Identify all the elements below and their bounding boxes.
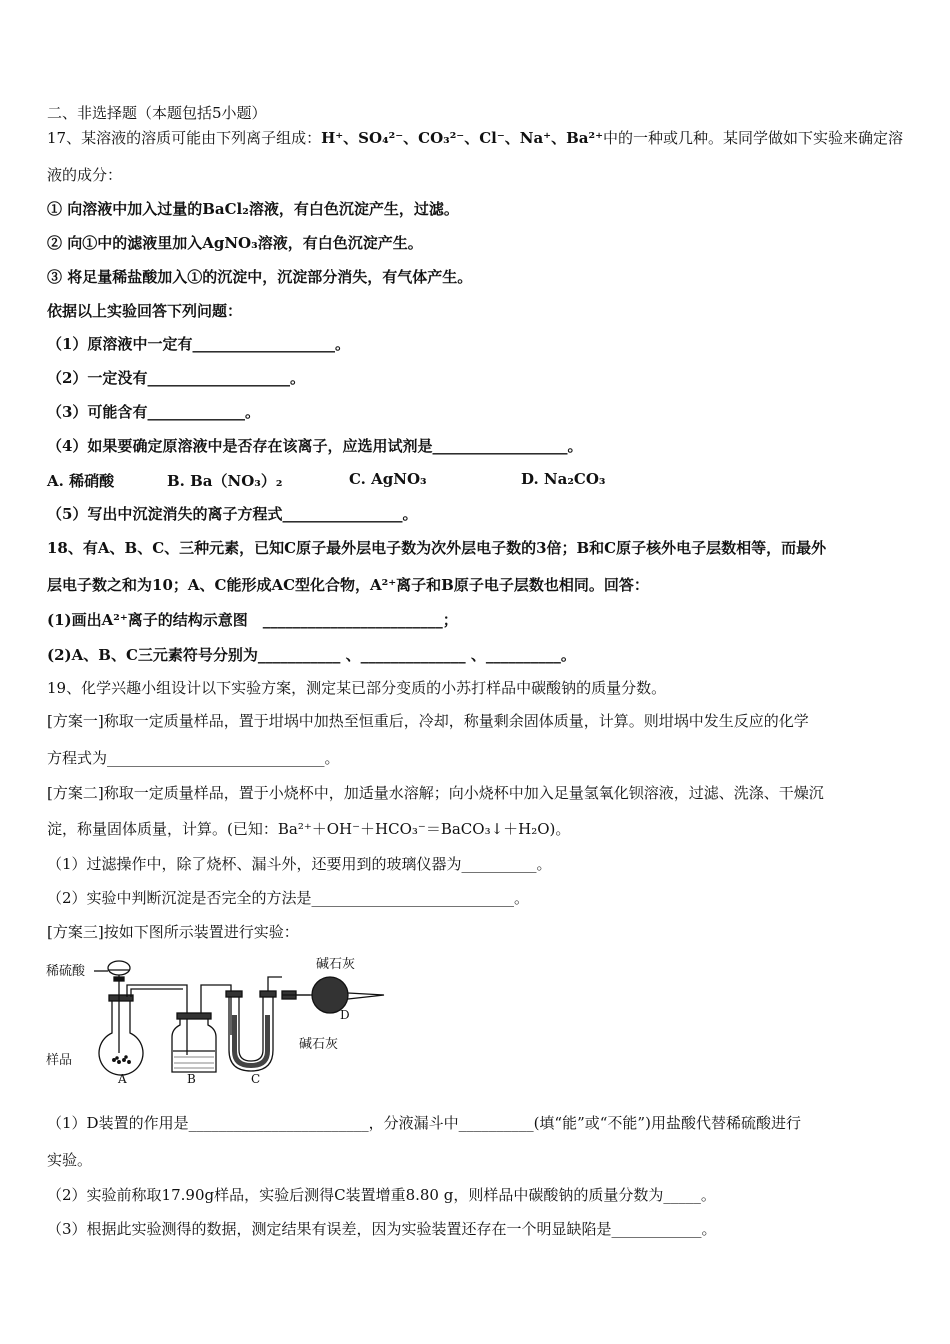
q17-part4: （4）如果要确定原溶液中是否存在该离子，应选用试剂是__________________。 bbox=[47, 437, 583, 455]
q19-line1: 19、化学兴趣小组设计以下实验方案，测定某已部分变质的小苏打样品中碳酸钠的质量分数。 bbox=[47, 679, 667, 697]
q19-plan1-b: 方程式为_____________________________。 bbox=[47, 749, 340, 767]
q18-line1: 18、有A、B、C、三种元素，已知C原子最外层电子数为次外层电子数的3倍；B和C原子核外电子层数相等，而最外 bbox=[47, 539, 827, 557]
q17-stem-a: 17、某溶液的溶质可能由下列离子组成： bbox=[47, 129, 322, 147]
q17-option-d: D. Na₂CO₃ bbox=[521, 470, 606, 488]
label-a: A bbox=[118, 1072, 127, 1086]
label-c: C bbox=[251, 1072, 261, 1086]
q19-plan3-q3: （3）根据此实验测得的数据，测定结果有误差，因为实验装置还存在一个明显缺陷是____________。 bbox=[47, 1220, 717, 1238]
q17-option-b: B. Ba（NO₃）₂ bbox=[167, 472, 283, 490]
q19-plan1-a: [方案一]称取一定质量样品，置于坩埚中加热至恒重后，冷却，称量剩余固体质量，计算。则坩埚中发生反应的化学 bbox=[47, 712, 809, 730]
q17-step1: ① 向溶液中加入过量的BaCl₂溶液，有白色沉淀产生，过滤。 bbox=[47, 200, 459, 218]
q17-step3: ③ 将足量稀盐酸加入①的沉淀中，沉淀部分消失，有气体产生。 bbox=[47, 268, 473, 286]
label-soda-lime-d: 碱石灰 bbox=[316, 957, 356, 972]
q17-stem-b: 中的一种或几种。某同学做如下实验来确定溶 bbox=[603, 129, 904, 147]
q17-ions: H⁺、SO₄²⁻、CO₃²⁻、Cl⁻、Na⁺、Ba²⁺ bbox=[321, 129, 603, 147]
label-dilute-sulfuric-acid: 稀硫酸 bbox=[46, 964, 86, 979]
drying-tube-d bbox=[282, 977, 384, 1013]
q18-line2: 层电子数之和为10；A、C能形成AC型化合物，A²⁺离子和B原子电子层数也相同。回答： bbox=[47, 576, 649, 594]
section-header: 二、非选择题（本题包括5小题） bbox=[47, 104, 267, 122]
q17-intro: 依据以上实验回答下列问题： bbox=[47, 302, 243, 320]
u-tube-c bbox=[226, 977, 282, 1071]
q18-part2: (2)A、B、C三元素符号分别为___________ 、______________ 、__________。 bbox=[47, 646, 576, 664]
apparatus-figure bbox=[44, 955, 400, 1087]
q17-stem-line1 bbox=[47, 128, 903, 148]
q17-part3: （3）可能含有_____________。 bbox=[47, 403, 260, 421]
q19-plan2-q1: （1）过滤操作中，除了烧杯、漏斗外，还要用到的玻璃仪器为__________。 bbox=[47, 855, 552, 873]
flask-a bbox=[99, 995, 143, 1075]
q17-option-a: A. 稀硝酸 bbox=[47, 472, 115, 490]
bottle-b bbox=[172, 985, 231, 1072]
label-soda-lime-c: 碱石灰 bbox=[299, 1037, 339, 1052]
q18-part1: (1)画出A²⁺离子的结构示意图 ________________________； bbox=[47, 611, 458, 629]
label-d: D bbox=[340, 1008, 350, 1022]
q17-step2: ② 向①中的滤液里加入AgNO₃溶液，有白色沉淀产生。 bbox=[47, 234, 423, 252]
q19-plan3-q1-a: （1）D装置的作用是________________________，分液漏斗中__________(填“能”或“不能”)用盐酸代替稀硫酸进行 bbox=[47, 1114, 801, 1132]
label-sample: 样品 bbox=[46, 1053, 73, 1068]
q17-part1: （1）原溶液中一定有___________________。 bbox=[47, 335, 350, 353]
q17-part5: （5）写出中沉淀消失的离子方程式________________。 bbox=[47, 505, 418, 523]
q19-plan2-b: 淀，称量固体质量，计算。(已知：Ba²⁺＋OH⁻＋HCO₃⁻＝BaCO₃↓＋H₂O)。 bbox=[47, 820, 571, 838]
q17-part2: （2）一定没有___________________。 bbox=[47, 369, 305, 387]
label-b: B bbox=[187, 1072, 196, 1086]
q17-stem-line2: 液的成分： bbox=[47, 166, 123, 184]
q19-plan2-q2: （2）实验中判断沉淀是否完全的方法是___________________________。 bbox=[47, 889, 530, 907]
q19-plan3-q2: （2）实验前称取17.90g样品，实验后测得C装置增重8.80 g，则样品中碳酸钠的质量分数为_____。 bbox=[47, 1186, 716, 1204]
q17-option-c: C. AgNO₃ bbox=[349, 470, 427, 488]
q19-plan3: [方案三]按如下图所示装置进行实验： bbox=[47, 923, 299, 941]
q19-plan3-q1-b: 实验。 bbox=[47, 1151, 93, 1169]
q19-plan2-a: [方案二]称取一定质量样品，置于小烧杯中，加适量水溶解；向小烧杯中加入足量氢氧化钡溶液，过滤、洗涤、干燥沉 bbox=[47, 784, 824, 802]
